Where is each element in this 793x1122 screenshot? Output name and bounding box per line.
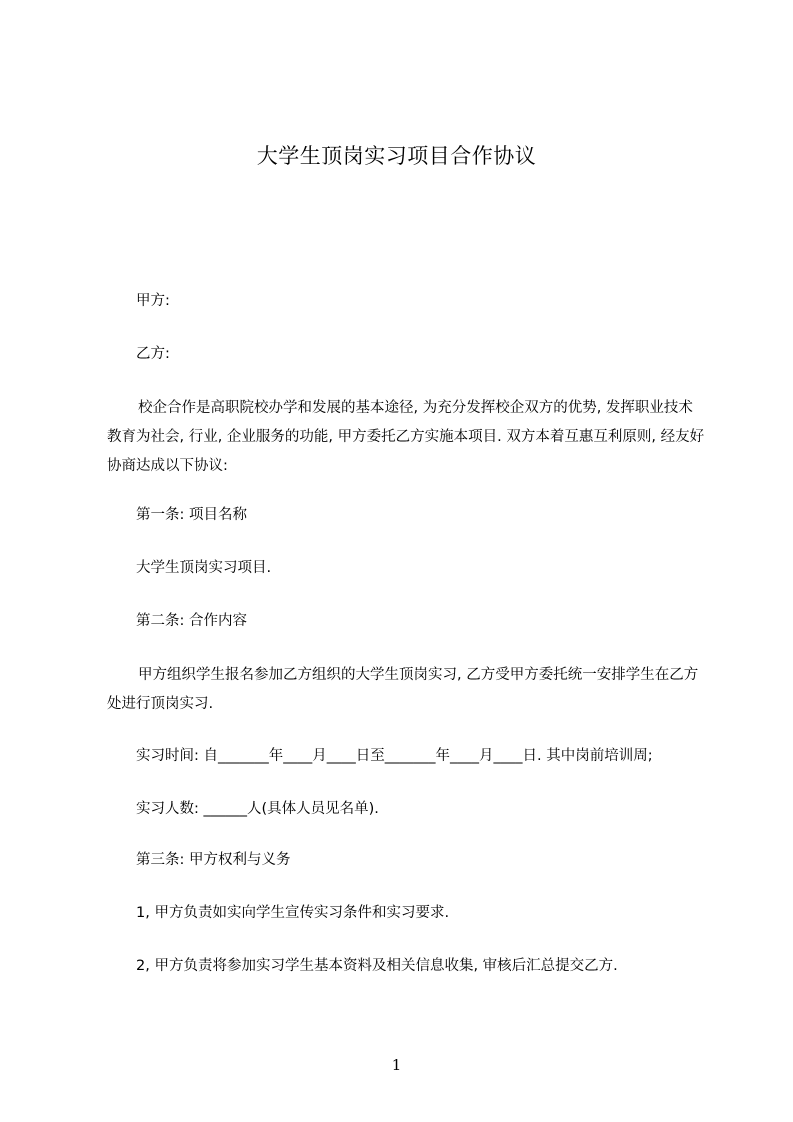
- article-3-item-1: 1, 甲方负责如实向学生宣传实习条件和实习要求.: [136, 905, 450, 921]
- party-a-line: 甲方:: [136, 293, 170, 309]
- article-3-item-2: 2, 甲方负责将参加实习学生基本资料及相关信息收集, 审核后汇总提交乙方.: [136, 958, 618, 974]
- article-2-heading: 第二条: 合作内容: [136, 613, 247, 629]
- article-3-heading: 第三条: 甲方权利与义务: [136, 852, 291, 868]
- intern-count-line: 实习人数: ______人(具体人员见名单).: [136, 801, 379, 817]
- intro-paragraph: [107, 394, 707, 481]
- article-1-heading: 第一条: 项目名称: [136, 507, 247, 523]
- internship-time-line: 实习时间: 自_______年____月____日至_______年____月____日. 其中岗前培训周;: [136, 748, 653, 764]
- intro-text: 校企合作是高职院校办学和发展的基本途径, 为充分发挥校企双方的优势, 发挥职业技术教育为社会, 行业, 企业服务的功能, 甲方委托乙方实施本项目. 双方本着互惠互利原则, 经友好协商达成以下协议:: [107, 400, 705, 474]
- article-2-body: 甲方组织学生报名参加乙方组织的大学生顶岗实习, 乙方受甲方委托统一安排学生在乙方处进行顶岗实习.: [107, 667, 699, 712]
- document-title: 大学生顶岗实习项目合作协议: [256, 144, 537, 168]
- party-b-line: 乙方:: [136, 346, 170, 362]
- page-number: 1: [391, 1056, 402, 1074]
- article-1-body: 大学生顶岗实习项目.: [136, 560, 272, 576]
- article-2-paragraph: [107, 661, 707, 719]
